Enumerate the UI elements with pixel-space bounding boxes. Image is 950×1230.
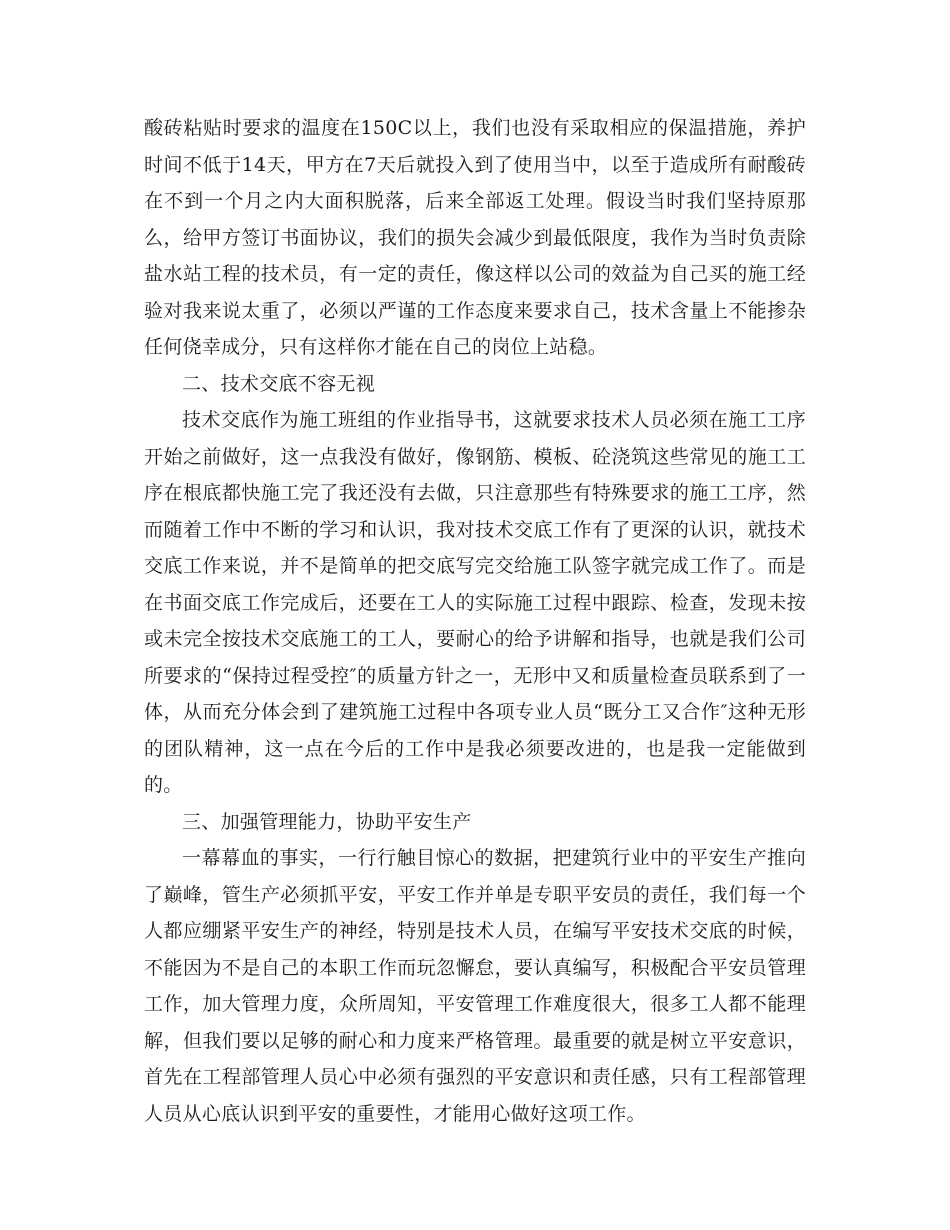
continuation-paragraph: 酸砖粘贴时要求的温度在150C以上，我们也没有采取相应的保温措施，养护时间不低于14天，甲方在7天后就投入到了使用当中，以至于造成所有耐酸砖在不到一个月之内大面积脱落，后来全部返工处理。假设当时我们坚持原那么，给甲方签订书面协议，我们的损失会减少到最低限度，我作为当时负责除盐水站工程的技术员，有一定的责任，像这样以公司的效益为自己买的施工经验对我来说太重了，必须以严谨的工作态度来要求自己，技术含量上不能掺杂任何侥幸成分，只有这样你才能在自己的岗位上站稳。: [144, 117, 806, 358]
section-heading-safety-management: 三、加强管理能力，协助平安生产: [182, 810, 472, 833]
paragraph-technical-briefing: 技术交底作为施工班组的作业指导书，这就要求技术人员必须在施工工序开始之前做好，这一点我没有做好，像钢筋、模板、砼浇筑这些常见的施工工序在根底都快施工完了我还没有去做，只注意那些有特殊要求的施工工序，然而随着工作中不断的学习和认识，我对技术交底工作有了更深的认识，就技术交底工作来说，并不是简单的把交底写完交给施工队签字就完成工作了。而是在书面交底工作完成后，还要在工人的实际施工过程中跟踪、检查，发现未按或未完全按技术交底施工的工人，要耐心的给予讲解和指导，也就是我们公司所要求的“保持过程受控″的质量方针之一，无形中又和质量检查员联系到了一体，从而充分体会到了建筑施工过程中各项专业人员“既分工又合作″这种无形的团队精神，这一点在今后的工作中是我必须要改进的，也是我一定能做到的。: [144, 409, 806, 796]
paragraph-safety-management: 一幕幕血的事实，一行行触目惊心的数据，把建筑行业中的平安生产推向了巅峰，管生产必须抓平安，平安工作并单是专职平安员的责任，我们每一个人都应绷紧平安生产的神经，特别是技术人员，在编写平安技术交底的时候，不能因为不是自己的本职工作而玩忽懈怠，要认真编写，积极配合平安员管理工作，加大管理力度，众所周知，平安管理工作难度很大，很多工人都不能理解，但我们要以足够的耐心和力度来严格管理。最重要的就是树立平安意识，首先在工程部管理人员心中必须有强烈的平安意识和责任感，只有工程部管理人员从心底认识到平安的重要性，才能用心做好这项工作。: [144, 847, 806, 1125]
document-body: [144, 110, 806, 1132]
section-heading-technical-briefing: 二、技术交底不容无视: [182, 372, 376, 395]
